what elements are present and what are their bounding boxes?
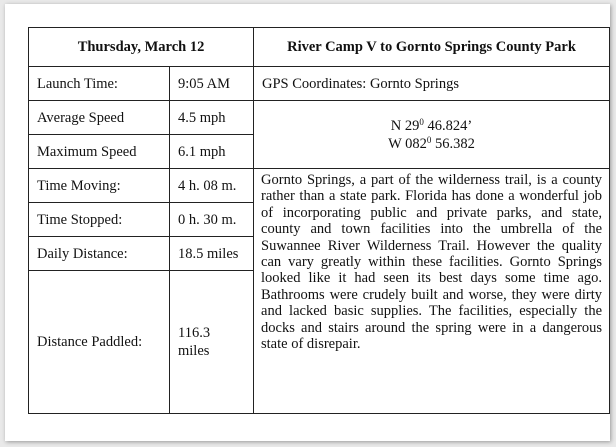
date-heading: Thursday, March 12 [29,28,254,67]
trip-log-table [28,27,610,414]
stat-label: Time Stopped: [29,203,170,237]
gps-latitude: N $29^0$ 46.824’ [390,116,473,134]
table-row [29,67,610,101]
table-row [29,169,610,203]
stat-value: 4 h. 08 m. [170,169,254,203]
stat-label: Maximum Speed [29,135,170,169]
stat-value: 6.1 mph [170,135,254,169]
gps-title: GPS Coordinates: Gornto Springs [254,67,610,101]
stat-label: Time Moving: [29,169,170,203]
stat-label: Daily Distance: [29,237,170,271]
header-row [29,28,610,67]
stat-label: Launch Time: [29,67,170,101]
gps-longitude: W $082^0$ 56.382 [388,134,475,152]
stat-value: 9:05 AM [170,67,254,101]
route-heading: River Camp V to Gornto Springs County Park [254,28,610,67]
stat-label: Average Speed [29,101,170,135]
narrative-text: Gornto Springs, a part of the wilderness trail, is a county rather than a state park. Florida has done a wonderful job of incorporating public and private parks, and state, county and town facilities into the umbrella of the Suwannee River Wilderness Trail. However the quality can vary greatly within these facilities. Gornto Springs looked like it had seen its best days some time ago. Bathrooms were crudely built and worse, they were dirty and lacked basic supplies. The facilities, especially the docks and stairs around the spring were in a dangerous state of disrepair. [254,169,610,414]
stat-value: 0 h. 30 m. [170,203,254,237]
table-row [29,101,610,135]
stat-label: Distance Paddled: [29,271,170,414]
stat-value: 116.3 miles [170,271,254,414]
stat-value: 4.5 mph [170,101,254,135]
gps-coordinates [254,101,610,169]
page [5,4,610,441]
stat-value: 18.5 miles [170,237,254,271]
